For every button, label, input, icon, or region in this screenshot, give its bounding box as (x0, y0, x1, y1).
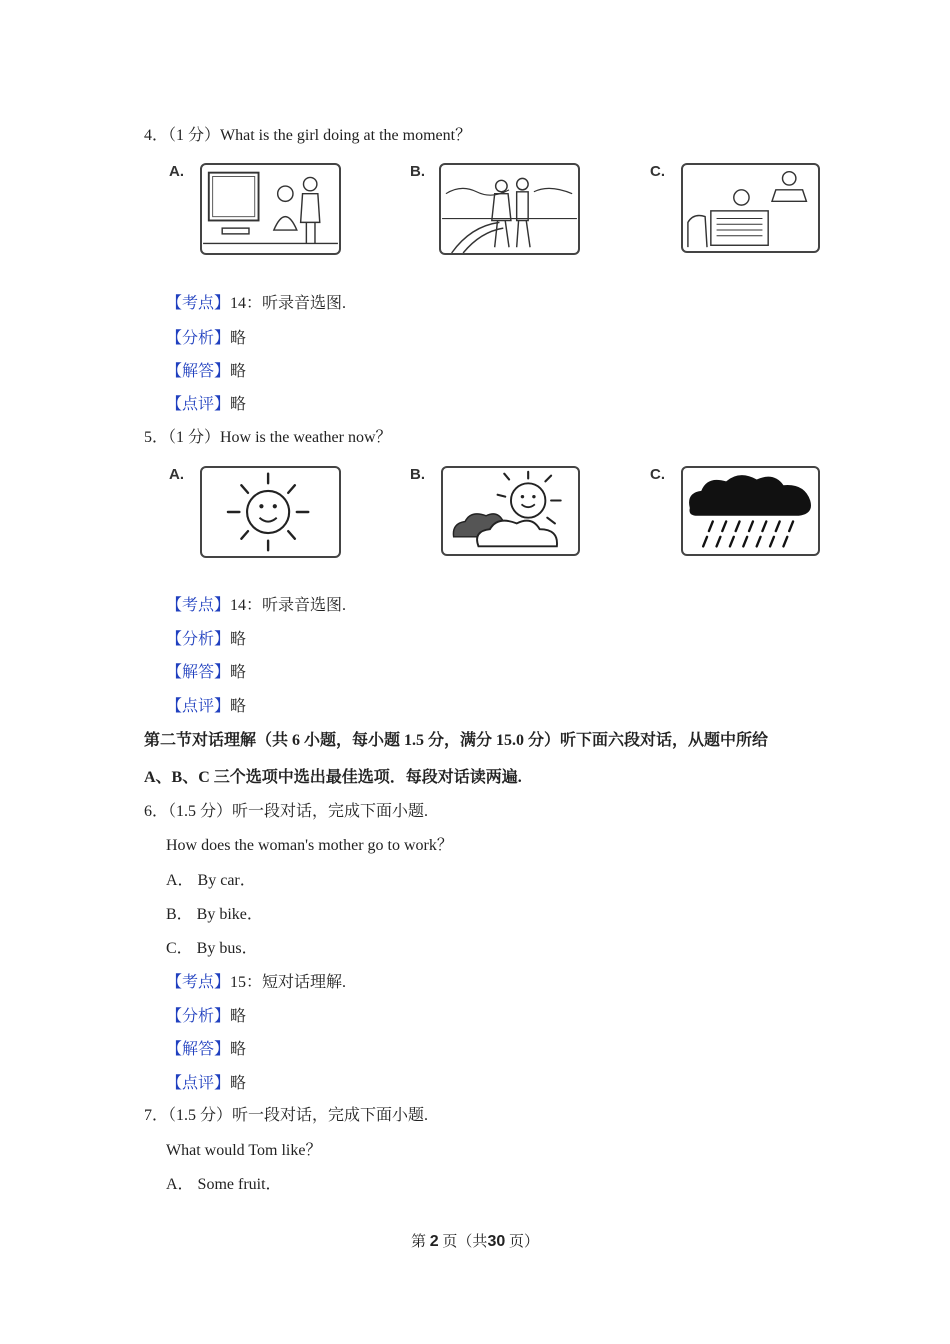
fenxi-tag: 【分析】 (166, 330, 231, 347)
dianping-text: 略 (230, 1075, 247, 1092)
dianping-text: 略 (230, 396, 247, 413)
q7-question: What would Tom like？ (166, 1142, 322, 1159)
footer-middle: 页（共 (442, 1234, 488, 1250)
jieda-text: 略 (230, 363, 247, 380)
kaodian-text: 15：短对话理解. (230, 974, 347, 991)
q6-stem: 6．（1.5 分）听一段对话，完成下面小题. (144, 803, 429, 820)
rain-cloud-icon (683, 468, 818, 554)
q5-kaodian (166, 596, 346, 616)
q6-kaodian (166, 973, 346, 993)
q4-stem: 4．（1 分）What is the girl doing at the moment？ (144, 127, 472, 144)
q4-jieda (166, 362, 246, 382)
q5-option-a-picture-sunny[interactable] (200, 466, 341, 558)
fenxi-text: 略 (230, 1008, 247, 1025)
q6-option-c[interactable]: C． By bus． (166, 940, 258, 957)
footer-prefix: 第 (411, 1234, 427, 1250)
q5-option-b-picture-partly-cloudy[interactable] (441, 466, 580, 556)
sun-icon (202, 468, 339, 556)
footer-page-number: 2 (429, 1233, 439, 1250)
q7-option-a[interactable]: A． Some fruit． (166, 1176, 282, 1193)
q5-dianping (166, 697, 246, 717)
sun-behind-cloud-icon (443, 468, 578, 554)
q4-option-c-label: C. (650, 163, 665, 180)
section2-heading-line1: 第二节对话理解（共 6 小题，每小题 1.5 分，满分 15.0 分）听下面六段对话，从题中所给 (144, 732, 769, 749)
q4-option-a-picture-computer[interactable] (200, 163, 341, 255)
q4-dianping (166, 395, 246, 415)
footer-suffix: 页） (508, 1234, 539, 1250)
footer-total-pages: 30 (487, 1233, 506, 1250)
kaodian-tag: 【考点】 (166, 295, 231, 312)
dianping-tag: 【点评】 (166, 1075, 231, 1092)
walking-couple-illustration (441, 165, 578, 253)
q6-jieda (166, 1040, 246, 1060)
dianping-text: 略 (230, 698, 247, 715)
q6-option-a[interactable]: A． By car． (166, 872, 256, 889)
fenxi-text: 略 (230, 631, 247, 648)
q5-stem: 5．（1 分）How is the weather now？ (144, 429, 392, 446)
jieda-tag: 【解答】 (166, 1041, 231, 1058)
kaodian-tag: 【考点】 (166, 974, 231, 991)
q6-question: How does the woman's mother go to work？ (166, 837, 453, 854)
q4-option-c-picture-reading[interactable] (681, 163, 820, 253)
q5-fenxi (166, 630, 246, 650)
dianping-tag: 【点评】 (166, 396, 231, 413)
dianping-tag: 【点评】 (166, 698, 231, 715)
jieda-tag: 【解答】 (166, 664, 231, 681)
q5-option-a-label: A. (169, 466, 184, 483)
jieda-text: 略 (230, 664, 247, 681)
q7-stem: 7．（1.5 分）听一段对话，完成下面小题. (144, 1107, 429, 1124)
q6-option-b[interactable]: B． By bike． (166, 906, 263, 923)
kaodian-text: 14：听录音选图. (230, 597, 347, 614)
q5-option-c-label: C. (650, 466, 665, 483)
fenxi-tag: 【分析】 (166, 1008, 231, 1025)
fenxi-tag: 【分析】 (166, 631, 231, 648)
page-footer (0, 1230, 950, 1251)
section2-heading-line2: A、B、C 三个选项中选出最佳选项．每段对话读两遍. (144, 769, 522, 786)
computer-girl-illustration (202, 165, 339, 253)
q6-fenxi (166, 1007, 246, 1027)
reading-newspaper-illustration (683, 165, 818, 251)
q4-option-b-picture-walking[interactable] (439, 163, 580, 255)
q6-dianping (166, 1074, 246, 1094)
q4-fenxi (166, 329, 246, 349)
q4-option-a-label: A. (169, 163, 184, 180)
jieda-tag: 【解答】 (166, 363, 231, 380)
jieda-text: 略 (230, 1041, 247, 1058)
q4-option-b-label: B. (410, 163, 425, 180)
fenxi-text: 略 (230, 330, 247, 347)
q5-option-c-picture-rainy[interactable] (681, 466, 820, 556)
kaodian-text: 14：听录音选图. (230, 295, 347, 312)
kaodian-tag: 【考点】 (166, 597, 231, 614)
q4-kaodian (166, 294, 346, 314)
q5-option-b-label: B. (410, 466, 425, 483)
q5-jieda (166, 663, 246, 683)
